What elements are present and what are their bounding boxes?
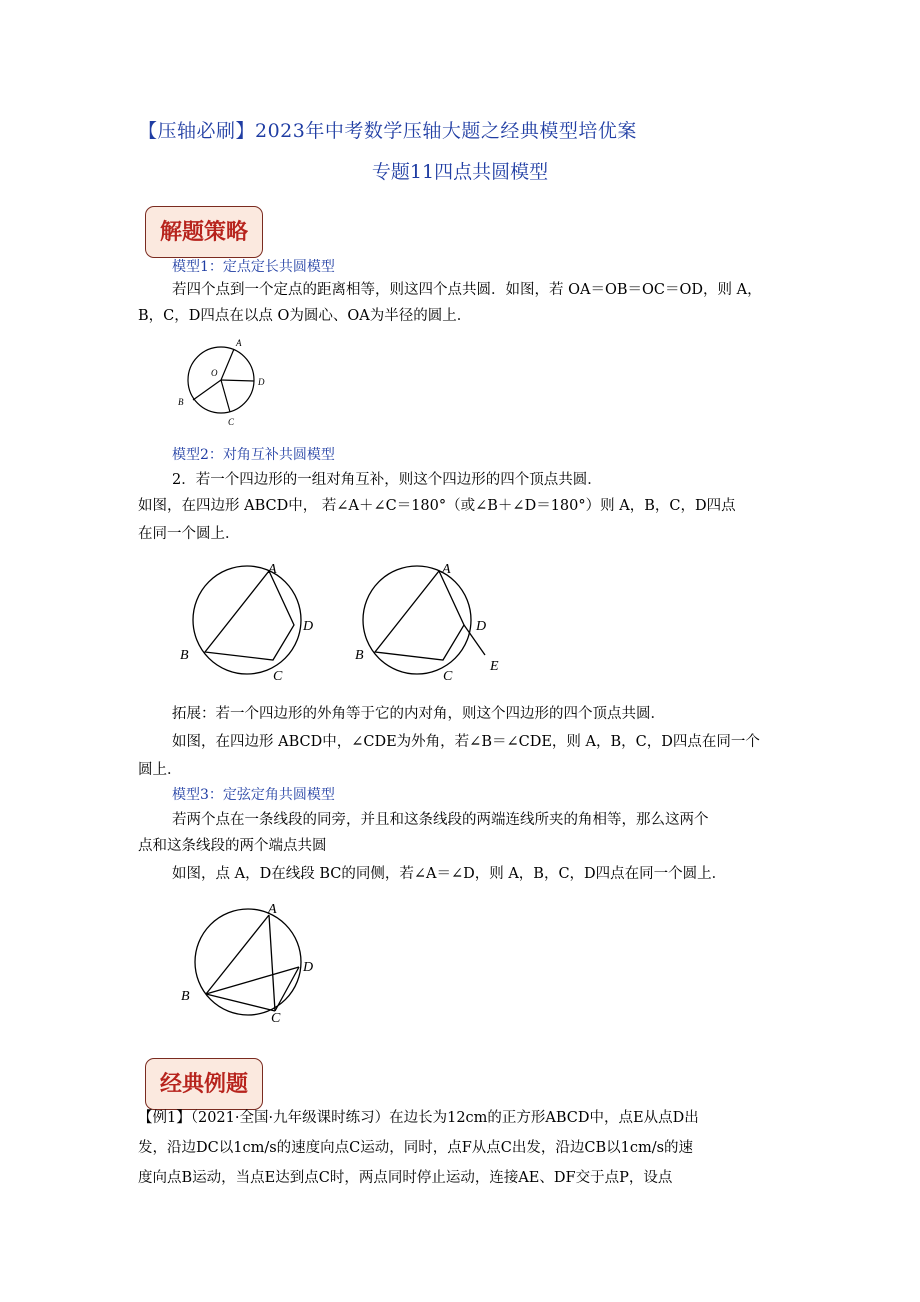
- model2-line1: 2．若一个四边形的一组对角互补，则这个四边形的四个顶点共圆．: [172, 472, 602, 488]
- example1-line1: 【例1】（2021·全国·九年级课时练习）在边长为12cm的正方形ABCD中，点E从点D出: [138, 1110, 699, 1126]
- model1-heading: 模型1：定点定长共圆模型: [172, 259, 335, 275]
- fig1-label-b: B: [178, 397, 184, 407]
- model3-line1: 若两个点在一条线段的同旁，并且和这条线段的两端连线所夹的角相等，那么这两个: [172, 812, 709, 828]
- document-subtitle: 专题11四点共圆模型: [371, 161, 549, 183]
- fig1-segment-oa: [221, 349, 234, 380]
- fig2a-label-c: C: [273, 669, 283, 684]
- fig3-segment-bd: [206, 967, 299, 994]
- model2-heading: 模型2：对角互补共圆模型: [172, 447, 335, 463]
- extension-line3: 圆上．: [138, 762, 182, 778]
- fig3-label-b: B: [181, 989, 190, 1004]
- fig1-segment-oc: [221, 380, 230, 412]
- figure-model2-b: [345, 553, 515, 693]
- fig2b-quadrilateral: [375, 571, 464, 660]
- fig3-segment-ba: [206, 915, 269, 994]
- example1-line2: 发，沿边DC以1cm/s的速度向点C运动，同时，点F从点C出发，沿边CB以1cm/s的速: [138, 1140, 694, 1156]
- section-badge-strategy: 解题策略: [145, 206, 263, 258]
- fig3-label-d: D: [303, 960, 314, 975]
- model1-line2: B，C，D四点在以点 O为圆心、OA为半径的圆上．: [138, 308, 472, 324]
- fig2a-quadrilateral: [205, 571, 294, 660]
- fig3-label-c: C: [271, 1011, 281, 1026]
- fig2a-label-d: D: [303, 619, 314, 634]
- document-title: 【压轴必刷】2023年中考数学压轴大题之经典模型培优案: [138, 120, 637, 142]
- fig2a-label-a: A: [268, 562, 277, 577]
- figure-model3: [175, 893, 335, 1033]
- model1-line1: 若四个点到一个定点的距离相等，则这四个点共圆．如图，若 OA＝OB＝OC＝OD，则 A，: [172, 282, 762, 298]
- figure-model1: [160, 330, 280, 430]
- extension-line1: 拓展：若一个四边形的外角等于它的内对角，则这个四边形的四个顶点共圆．: [172, 706, 665, 722]
- fig3-label-a: A: [268, 902, 277, 917]
- fig3-circle: [195, 909, 301, 1015]
- fig3-segment-ac: [269, 915, 275, 1011]
- fig1-label-d: D: [258, 377, 265, 387]
- fig2b-label-a: A: [442, 562, 451, 577]
- fig2b-label-e: E: [490, 659, 499, 674]
- example1-line3: 度向点B运动，当点E达到点C时，两点同时停止运动，连接AE、DF交于点P，设点: [138, 1170, 673, 1186]
- figure-model2-a: [175, 553, 335, 693]
- fig2a-label-b: B: [180, 648, 189, 663]
- fig2b-circle: [363, 566, 471, 674]
- extension-line2: 如图，在四边形 ABCD中，∠CDE为外角，若∠B＝∠CDE，则 A，B，C，D四点在同一个: [172, 734, 760, 750]
- fig2b-label-b: B: [355, 648, 364, 663]
- fig3-segment-dc: [275, 967, 299, 1011]
- fig2a-circle: [193, 566, 301, 674]
- fig1-label-a: A: [236, 338, 242, 348]
- fig1-segment-od: [221, 380, 254, 381]
- model3-line3: 如图，点 A，D在线段 BC的同侧，若∠A＝∠D，则 A，B，C，D四点在同一个圆上．: [172, 866, 727, 882]
- model3-heading: 模型3：定弦定角共圆模型: [172, 787, 335, 803]
- fig1-label-o: O: [211, 368, 218, 378]
- fig3-segment-bc: [206, 994, 275, 1011]
- fig1-segment-ob: [193, 380, 221, 400]
- fig2b-label-d: D: [476, 619, 487, 634]
- model2-line3: 在同一个圆上．: [138, 526, 240, 542]
- model3-line2: 点和这条线段的两个端点共圆: [138, 838, 327, 854]
- fig1-label-c: C: [228, 417, 235, 427]
- section-badge-examples: 经典例题: [145, 1058, 263, 1110]
- model2-line2: 如图，在四边形 ABCD中， 若∠A＋∠C＝180°（或∠B＋∠D＝180°）则 A，B，C，D四点: [138, 498, 736, 514]
- fig2b-label-c: C: [443, 669, 453, 684]
